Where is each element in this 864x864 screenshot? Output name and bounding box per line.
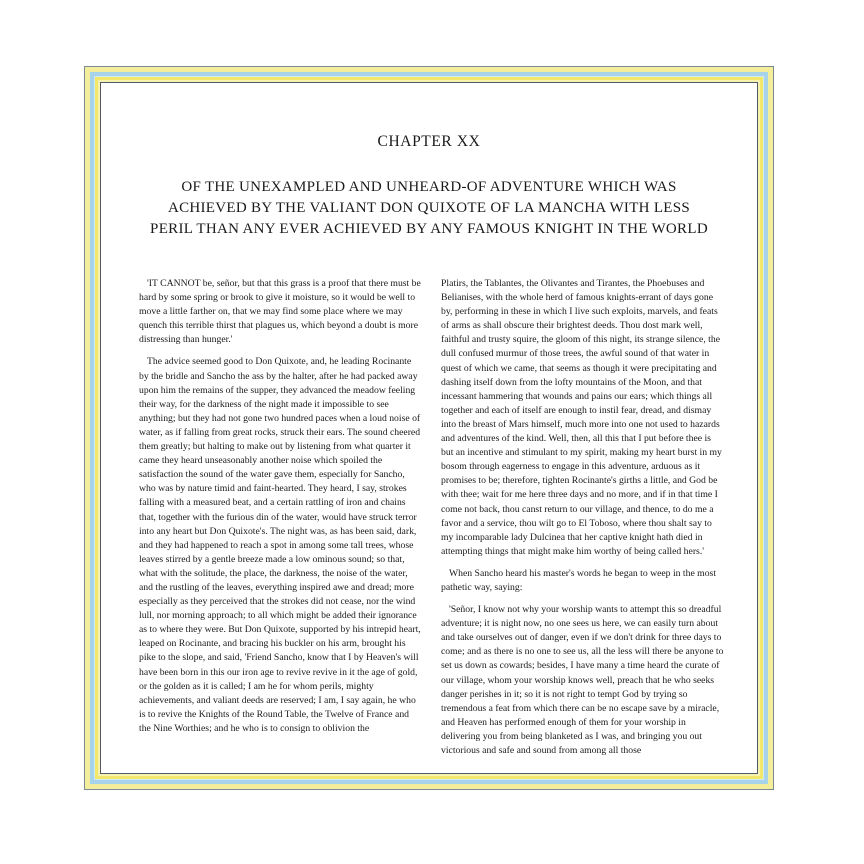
paragraph: Platirs, the Tablantes, the Olivantes and Tirantes, the Phoebuses and Belianises, with the whole herd of famous knights-errant of days gone by, performing in these in which I live such exploits, marvels, and feats of arms as shall obscure their brightest deeds. Thou dost mark well, faithful and trusty squire, the gloom of this night, its strange silence, the dull confused murmur of those trees, the awful sound of that water in quest of which we came, that seems as though it were precipitating and dashing itself down from the lofty mountains of the Moon, and that incessant hammering that wounds and pains our ears; which things all together and each of itself are enough to instil fear, dread, and dismay into the breast of Mars himself, much more into one not used to hazards and adventures of the kind. Well, then, all this that I put before thee is but an incentive and stimulant to my spirit, making my heart burst in my bosom through eagerness to engage in this adventure, arduous as it promises to be; therefore, tighten Rocinante's girths a little, and God be with thee; wait for me here three days and no more, and if in that time I come not back, thou canst return to our village, and thence, to do me a favor and a service, thou wilt go to El Toboso, where thou shalt say to my incomparable lady Dulcinea that her captive knight hath died in attempting things that might make him worthy of being called hers.': [441, 278, 722, 557]
paragraph: The advice seemed good to Don Quixote, and, he leading Rocinante by the bridle and Sancho the ass by the halter, after he had packed away upon him the remains of the supper, they advanced the meadow feeling their way, for the darkness of the night made it impossible to see anything; but they had not gone two hundred paces when a loud noise of water, as if falling from great rocks, struck their ears. The sound cheered them greatly; but halting to make out by listening from what quarter it came they heard unseasonably another noise which spoiled the satisfaction the sound of the water gave them, especially for Sancho, who was by nature timid and faint-hearted. They heard, I say, strokes falling with a measured beat, and a certain rattling of iron and chains that, together with the furious din of the water, would have struck terror into any heart but Don Quixote's. The night was, as has been said, dark, and they had happened to reach a spot in among some tall trees, whose leaves stirred by a gentle breeze made a low ominous sound; so that, what with the solitude, the place, the darkness, the noise of the water, and the rustling of the leaves, everything inspired awe and dread; more especially as they perceived that the strokes did not cease, nor the wind lull, nor morning approach; to all which might be added their ignorance as to where they were. But Don Quixote, supported by his intrepid heart, leaped on Rocinante, and bracing his buckler on his arm, brought his pike to the slope, and said, 'Friend Sancho, know that I by Heaven's will have been born in this our iron age to revive revive in it the age of gold, or the golden as it is called; I am he for whom perils, mighty achievements, and valiant deeds are reserved; I am, I say again, he who is to revive the Knights of the Round Table, the Twelve of France and the Nine Worthies; and he who is to consign to oblivion the: [139, 356, 421, 734]
paragraph: 'Señor, I know not why your worship wants to attempt this so dreadful adventure; it is night now, no one sees us here, we can easily turn about and take ourselves out of danger, even if we don't drink for three days to come; and as there is no one to see us, all the less will there be anyone to set us down as cowards; besides, I have many a time heard the curate of our village, whom your worship knows well, preach that he who seeks danger perishes in it; so it is not right to tempt God by trying so tremendous a feat from which there can be no escape save by a miracle, and Heaven has performed enough of them for your worship in delivering you from being blanketed as I was, and bringing you out victorious and safe and sound from among all those: [441, 604, 724, 756]
chapter-title: [101, 177, 757, 240]
chapter-heading: CHAPTER XX: [377, 133, 481, 150]
right-text-column: [441, 277, 725, 766]
chapter-title-line: ACHIEVED BY THE VALIANT DON QUIXOTE OF LA MANCHA WITH LESS: [167, 200, 691, 216]
chapter-title-line: OF THE UNEXAMPLED AND UNHEARD-OF ADVENTURE WHICH WAS: [181, 179, 677, 195]
book-page: [100, 82, 758, 774]
chapter-title-line: PERIL THAN ANY EVER ACHIEVED BY ANY FAMOUS KNIGHT IN THE WORLD: [150, 221, 708, 237]
left-text-column: [139, 277, 421, 744]
paragraph: 'IT CANNOT be, señor, but that this grass is a proof that there must be hard by some spring or brook to give it moisture, so it would be well to move a little farther on, that we may find some place where we may quench this terrible thirst that plagues us, which beyond a doubt is more distressing than hunger.': [139, 278, 421, 346]
paragraph: When Sancho heard his master's words he began to weep in the most pathetic way, saying:: [441, 567, 717, 593]
